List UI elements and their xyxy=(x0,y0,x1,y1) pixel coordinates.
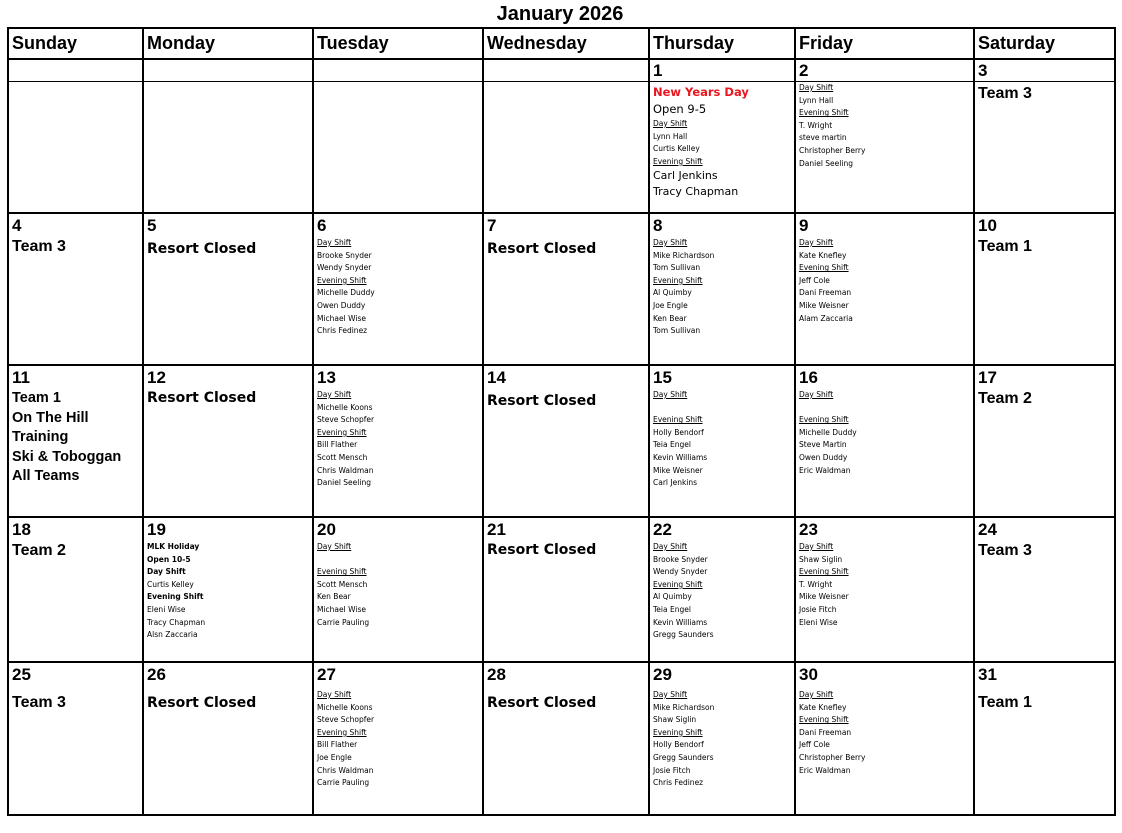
day-number: 1 xyxy=(649,59,795,82)
calendar-title xyxy=(0,2,1122,26)
staff-name: Mike Weisner xyxy=(799,592,849,602)
day-number: 14 xyxy=(487,368,506,387)
staff-name: Steve Martin xyxy=(799,440,847,450)
day-shift-label: Day Shift xyxy=(653,238,688,247)
staff-name: Scott Mensch xyxy=(317,452,368,462)
staff-name: Michelle Duddy xyxy=(317,288,375,298)
evening-shift-label: Evening Shift xyxy=(799,715,849,725)
staff-name: Michael Wise xyxy=(317,604,366,614)
evening-shift-label: Evening Shift xyxy=(653,156,703,166)
staff-name: Al Quimby xyxy=(653,288,692,298)
staff-name: Gregg Saunders xyxy=(653,630,714,640)
weekday-header-row xyxy=(8,28,1115,59)
day-cell-25 xyxy=(8,662,143,815)
staff-name: Bill Flather xyxy=(317,440,358,450)
staff-name: Carrie Pauling xyxy=(317,617,370,627)
staff-name: Mike Richardson xyxy=(653,702,715,712)
day-cell-5 xyxy=(143,213,313,365)
weekday-sunday: Sunday xyxy=(8,28,143,59)
day-shift-label: Day Shift xyxy=(799,390,834,399)
day-number: 16 xyxy=(799,368,818,387)
staff-name: Jeff Cole xyxy=(799,275,830,285)
day-shift-label: Day Shift xyxy=(147,567,186,577)
staff-name: T. Wright xyxy=(799,120,833,130)
day-shift-label: Day Shift xyxy=(653,119,688,128)
staff-name: Daniel Seeling xyxy=(317,478,371,488)
team-label: Team 3 xyxy=(12,694,66,711)
day-number: 9 xyxy=(799,216,809,235)
day-number: 10 xyxy=(978,216,997,235)
day-number: 26 xyxy=(147,665,166,684)
weekday-wednesday: Wednesday xyxy=(483,28,649,59)
staff-name: Eric Waldman xyxy=(799,765,851,775)
staff-name: Chris Fedinez xyxy=(317,326,368,336)
staff-name: Josie Fitch xyxy=(653,765,691,775)
staff-name: Michelle Koons xyxy=(317,402,373,412)
week3-row xyxy=(8,365,1115,517)
weekday-monday: Monday xyxy=(143,28,313,59)
team-label: Team 3 xyxy=(978,85,1032,102)
day-shift-label: Day Shift xyxy=(317,690,352,699)
team-label: Team 1 xyxy=(978,694,1032,711)
resort-closed-label: Resort Closed xyxy=(487,393,597,409)
staff-name: Holly Bendorf xyxy=(653,427,704,437)
day-number: 19 xyxy=(147,520,166,539)
staff-name: Gregg Saunders xyxy=(653,752,714,762)
day-number: 5 xyxy=(147,216,157,235)
day-number: 22 xyxy=(653,520,672,539)
staff-name: Steve Schopfer xyxy=(317,715,375,725)
day-cell-24 xyxy=(974,517,1115,662)
day-cell-21 xyxy=(483,517,649,662)
team-label: Team 2 xyxy=(978,390,1032,407)
week2-row xyxy=(8,213,1115,365)
evening-shift-label: Evening Shift xyxy=(317,727,367,737)
day-cell-20 xyxy=(313,517,483,662)
hours-label: Open 10-5 xyxy=(147,554,191,564)
staff-name: Teia Engel xyxy=(653,604,691,614)
day-number: 12 xyxy=(147,368,166,387)
day-cell-18 xyxy=(8,517,143,662)
staff-name: Eric Waldman xyxy=(799,465,851,475)
event-line: All Teams xyxy=(12,468,80,484)
day-cell-28 xyxy=(483,662,649,815)
staff-name: Teia Engel xyxy=(653,440,691,450)
evening-shift-label: Evening Shift xyxy=(317,567,367,577)
day-number: 7 xyxy=(487,216,497,235)
empty-line xyxy=(317,554,479,567)
day-cell-26 xyxy=(143,662,313,815)
staff-name: Michelle Koons xyxy=(317,702,373,712)
staff-name: steve martin xyxy=(799,133,847,143)
day-cell-12 xyxy=(143,365,313,517)
day-number: 18 xyxy=(12,520,31,539)
day-number: 21 xyxy=(487,520,506,539)
event-line: Training xyxy=(12,429,69,445)
empty-cell xyxy=(8,59,143,82)
staff-name: Mike Weisner xyxy=(799,300,849,310)
resort-closed-label: Resort Closed xyxy=(487,695,597,711)
evening-shift-label: Evening Shift xyxy=(799,567,849,577)
evening-shift-label: Evening Shift xyxy=(653,275,703,285)
week1-date-row xyxy=(8,59,1115,82)
day-number: 25 xyxy=(12,665,31,684)
staff-name: Carl Jenkins xyxy=(653,169,718,183)
weekday-thursday: Thursday xyxy=(649,28,795,59)
event-line: On The Hill xyxy=(12,409,89,426)
day-cell-6 xyxy=(313,213,483,365)
day-cell-7 xyxy=(483,213,649,365)
staff-name: Eleni Wise xyxy=(147,604,186,614)
staff-name: Kevin Williams xyxy=(653,617,708,627)
day-cell-3 xyxy=(974,82,1115,214)
staff-name: Mike Weisner xyxy=(653,465,703,475)
day-number: 3 xyxy=(974,59,1115,82)
day-number: 29 xyxy=(653,665,672,684)
staff-name: Josie Fitch xyxy=(799,604,837,614)
staff-name: Dani Freeman xyxy=(799,727,852,737)
day-number: 28 xyxy=(487,665,506,684)
staff-name: Christopher Berry xyxy=(799,145,866,155)
resort-closed-label: Resort Closed xyxy=(147,241,257,257)
empty-cell xyxy=(313,59,483,82)
staff-name: Kevin Williams xyxy=(653,452,708,462)
weekday-saturday: Saturday xyxy=(974,28,1115,59)
day-shift-label: Day Shift xyxy=(653,690,688,699)
staff-name: Daniel Seeling xyxy=(799,158,853,168)
staff-name: Owen Duddy xyxy=(317,300,366,310)
staff-name: Chris Waldman xyxy=(317,765,374,775)
staff-name: Brooke Snyder xyxy=(653,554,708,564)
weekday-tuesday: Tuesday xyxy=(313,28,483,59)
day-cell-19 xyxy=(143,517,313,662)
staff-name: Michael Wise xyxy=(317,313,366,323)
evening-shift-label: Evening Shift xyxy=(653,415,703,425)
day-cell-2 xyxy=(795,82,974,214)
staff-name: Carrie Pauling xyxy=(317,778,370,788)
staff-name: Bill Flather xyxy=(317,740,358,750)
day-number: 15 xyxy=(653,368,672,387)
day-cell-27 xyxy=(313,662,483,815)
evening-shift-label: Evening Shift xyxy=(147,592,204,602)
staff-name: Dani Freeman xyxy=(799,288,852,298)
day-shift-label: Day Shift xyxy=(653,542,688,551)
staff-name: Lynn Hall xyxy=(653,131,688,141)
day-cell-31 xyxy=(974,662,1115,815)
staff-name: Wendy Snyder xyxy=(317,263,372,273)
day-shift-label: Day Shift xyxy=(653,390,688,399)
day-shift-label: Day Shift xyxy=(799,83,834,92)
day-cell-10 xyxy=(974,213,1115,365)
day-number: 8 xyxy=(653,216,663,235)
evening-shift-label: Evening Shift xyxy=(317,275,367,285)
staff-name: Tom Sullivan xyxy=(653,263,701,273)
day-cell-4 xyxy=(8,213,143,365)
week4-row xyxy=(8,517,1115,662)
staff-name: Joe Engle xyxy=(317,752,352,762)
day-shift-label: Day Shift xyxy=(799,542,834,551)
team-label: Team 2 xyxy=(12,542,66,559)
day-number: 27 xyxy=(317,665,336,684)
week5-row xyxy=(8,662,1115,815)
staff-name: Chris Waldman xyxy=(317,465,374,475)
empty-cell xyxy=(143,82,313,214)
day-cell-16 xyxy=(795,365,974,517)
calendar-grid xyxy=(7,27,1116,816)
day-number: 24 xyxy=(978,520,997,539)
staff-name: Shaw Siglin xyxy=(653,715,697,725)
day-cell-22 xyxy=(649,517,795,662)
day-cell-23 xyxy=(795,517,974,662)
team-label: Team 3 xyxy=(12,238,66,255)
staff-name: Alam Zaccaria xyxy=(799,313,853,323)
event-line: Team 1 xyxy=(12,390,61,406)
day-cell-11 xyxy=(8,365,143,517)
staff-name: Curtis Kelley xyxy=(147,579,194,589)
staff-name: Chris Fedinez xyxy=(653,778,704,788)
resort-closed-label: Resort Closed xyxy=(487,241,597,257)
staff-name: Al Quimby xyxy=(653,592,692,602)
resort-closed-label: Resort Closed xyxy=(487,542,597,558)
day-number: 30 xyxy=(799,665,818,684)
day-number: 2 xyxy=(795,59,974,82)
day-shift-label: Day Shift xyxy=(317,390,352,399)
staff-name: Kate Knefley xyxy=(799,702,847,712)
day-number: 20 xyxy=(317,520,336,539)
empty-cell xyxy=(8,82,143,214)
staff-name: Ken Bear xyxy=(653,313,687,323)
day-number: 31 xyxy=(978,665,997,684)
weekday-friday: Friday xyxy=(795,28,974,59)
staff-name: Scott Mensch xyxy=(317,579,368,589)
resort-closed-label: Resort Closed xyxy=(147,695,257,711)
evening-shift-label: Evening Shift xyxy=(799,108,849,118)
week1-row xyxy=(8,82,1115,214)
empty-cell xyxy=(483,82,649,214)
staff-name: T. Wright xyxy=(799,579,833,589)
day-cell-17 xyxy=(974,365,1115,517)
holiday-label: MLK Holiday xyxy=(147,542,200,551)
day-cell-13 xyxy=(313,365,483,517)
staff-name: Wendy Snyder xyxy=(653,567,708,577)
empty-line xyxy=(653,402,791,415)
staff-name: Curtis Kelley xyxy=(653,144,700,154)
staff-name: Tracy Chapman xyxy=(147,617,206,627)
day-shift-label: Day Shift xyxy=(317,238,352,247)
staff-name: Tracy Chapman xyxy=(653,185,739,199)
day-number: 23 xyxy=(799,520,818,539)
evening-shift-label: Evening Shift xyxy=(799,415,849,425)
empty-line xyxy=(799,402,970,415)
day-number: 13 xyxy=(317,368,336,387)
staff-name: Kate Knefley xyxy=(799,250,847,260)
day-number: 11 xyxy=(12,368,30,387)
evening-shift-label: Evening Shift xyxy=(799,263,849,273)
empty-cell xyxy=(313,82,483,214)
team-label: Team 3 xyxy=(978,542,1032,559)
staff-name: Lynn Hall xyxy=(799,95,834,105)
day-number: 6 xyxy=(317,216,327,235)
month-year-label: January 2026 xyxy=(496,3,624,25)
team-label: Team 1 xyxy=(978,238,1032,255)
staff-name: Owen Duddy xyxy=(799,452,848,462)
staff-name: Michelle Duddy xyxy=(799,427,857,437)
day-cell-29 xyxy=(649,662,795,815)
day-number: 17 xyxy=(978,368,997,387)
staff-name: Christopher Berry xyxy=(799,752,866,762)
hours-label: Open 9-5 xyxy=(653,102,707,116)
staff-name: Joe Engle xyxy=(653,300,688,310)
staff-name: Mike Richardson xyxy=(653,250,715,260)
staff-name: Carl Jenkins xyxy=(653,478,698,488)
staff-name: Eleni Wise xyxy=(799,617,838,627)
event-line: Ski & Toboggan xyxy=(12,448,122,465)
day-cell-1 xyxy=(649,82,795,214)
staff-name: Holly Bendorf xyxy=(653,740,704,750)
staff-name: Steve Schopfer xyxy=(317,415,375,425)
day-cell-15 xyxy=(649,365,795,517)
evening-shift-label: Evening Shift xyxy=(653,579,703,589)
staff-name: Ken Bear xyxy=(317,592,351,602)
staff-name: Shaw Siglin xyxy=(799,554,843,564)
staff-name: Tom Sullivan xyxy=(653,326,701,336)
evening-shift-label: Evening Shift xyxy=(653,727,703,737)
holiday-label: New Years Day xyxy=(653,85,749,99)
staff-name: Jeff Cole xyxy=(799,740,830,750)
day-cell-30 xyxy=(795,662,974,815)
empty-cell xyxy=(143,59,313,82)
day-shift-label: Day Shift xyxy=(799,238,834,247)
day-cell-9 xyxy=(795,213,974,365)
day-cell-14 xyxy=(483,365,649,517)
staff-name: Alsn Zaccaria xyxy=(147,630,198,640)
staff-name: Brooke Snyder xyxy=(317,250,372,260)
day-shift-label: Day Shift xyxy=(317,542,352,551)
resort-closed-label: Resort Closed xyxy=(147,390,257,406)
day-number: 4 xyxy=(12,216,22,235)
empty-cell xyxy=(483,59,649,82)
evening-shift-label: Evening Shift xyxy=(317,427,367,437)
day-cell-8 xyxy=(649,213,795,365)
day-shift-label: Day Shift xyxy=(799,690,834,699)
